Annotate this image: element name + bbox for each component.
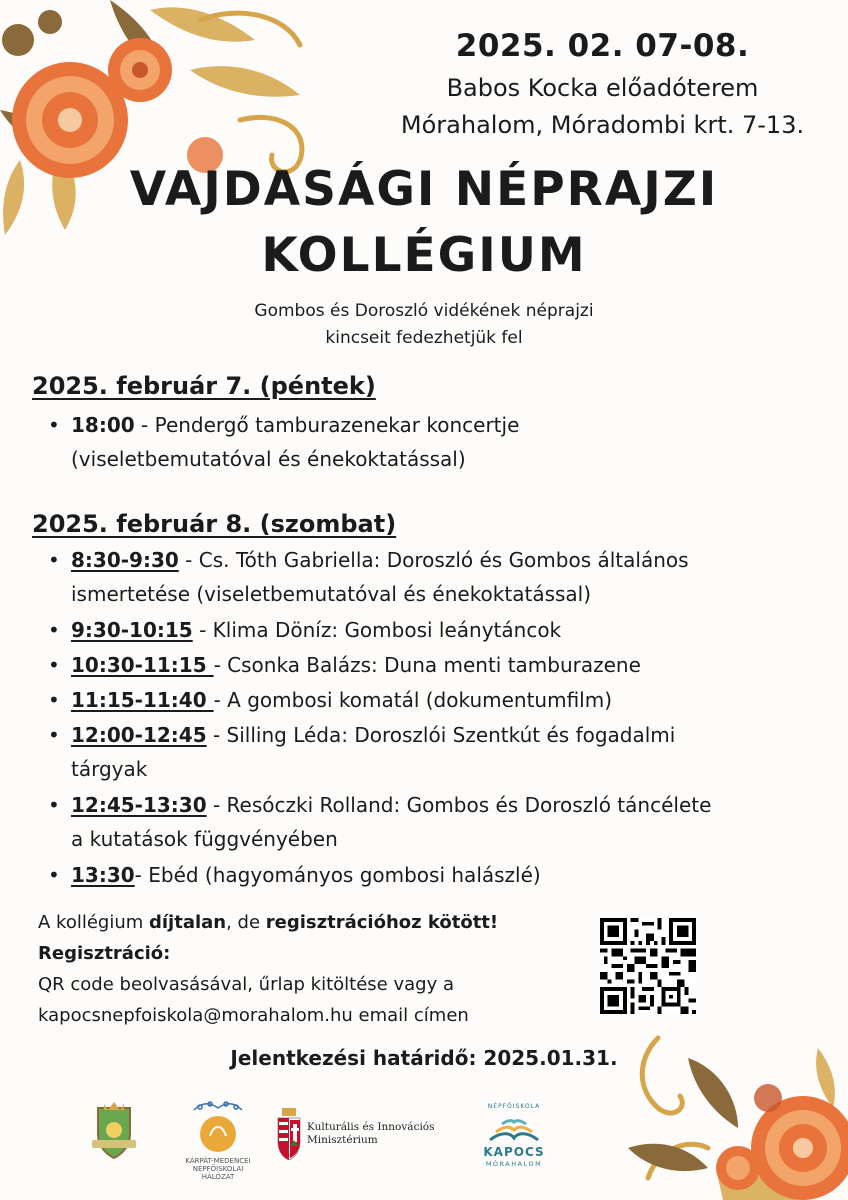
subtitle [0,298,848,352]
venue-name: Babos Kocka előadóterem [446,74,759,102]
ministry-line2: Minisztérium [307,1134,378,1146]
registration-label-text: Regisztráció: [38,943,171,964]
event-description-cont: ismertetése (viseletbemutatóval és énekoktatással) [71,582,592,606]
network-label-line2: NÉPFŐISKOLAI HÁLÓZAT [192,1165,244,1181]
list-item [48,613,828,647]
network-logo-icon [186,1100,250,1156]
page-title-line1: VAJDASÁGI NÉPRAJZI [129,162,719,217]
list-item [48,648,828,682]
page-title-line2: KOLLÉGIUM [261,228,587,283]
bullet-icon: • [48,688,60,712]
event-description: - Resóczki Rolland: Gombos és Doroszló táncélete [206,793,712,817]
registration-text: , de [226,912,266,933]
crest-logo-icon [92,1100,136,1160]
venue-address: Mórahalom, Móradombi krt. 7-13. [400,111,805,139]
kapocs-arc-text: NÉPFŐISKOLA [487,1103,541,1110]
free-label: díjtalan [149,912,227,933]
list-item [48,543,828,611]
bullet-icon: • [48,863,60,887]
bullet-icon: • [48,793,60,817]
bullet-icon: • [48,548,60,572]
open-book-icon [486,1112,542,1144]
subtitle-line1: Gombos és Doroszló vidékének néprajzi [254,301,594,321]
event-description: - Cs. Tóth Gabriella: Doroszló és Gombos általános [178,548,689,572]
registration-email[interactable]: kapocsnepfoiskola@morahalom.hu email címen [38,1005,469,1026]
day-heading-friday: 2025. február 7. (péntek) [32,372,376,400]
event-time: 12:00-12:45 [71,723,207,747]
event-description-cont: a kutatások függvényében [71,827,338,851]
event-description: - Ebéd (hagyományos gombosi halászlé) [134,863,541,887]
registration-text: A kollégium [38,912,149,933]
network-logo-label [178,1157,258,1181]
list-item [48,788,828,856]
event-description: - A gombosi komatál (dokumentumfilm) [213,688,613,712]
ministry-line1: Kulturális és Innovációs [307,1121,435,1133]
hungary-coat-of-arms-icon [276,1108,302,1160]
registration-deadline: Jelentkezési határidő: 2025.01.31. [230,1046,618,1070]
kapocs-logo-subtitle: MÓRAHALOM [485,1160,543,1168]
event-description: - Silling Léda: Doroszlói Szentkút és fogadalmi [206,723,676,747]
event-time: 9:30-10:15 [71,618,193,642]
folk-flower-ornament-icon [628,1028,848,1200]
event-description: - Csonka Balázs: Duna menti tamburazene [213,653,641,677]
event-description-cont: tárgyak [71,757,148,781]
kapocs-logo-name: KAPOCS [483,1145,545,1159]
event-description: - Klima Döníz: Gombosi leánytáncok [192,618,562,642]
event-time: 10:30-11:15 [71,653,214,677]
bullet-icon: • [48,618,60,642]
event-time: 12:45-13:30 [71,793,207,817]
network-label-line1: KÁRPÁT-MEDENCEI [185,1157,251,1165]
day-heading-saturday: 2025. február 8. (szombat) [32,510,397,538]
event-time: 18:00 [71,413,135,437]
registration-label [38,938,598,969]
required-label: regisztrációhoz kötött! [265,912,499,933]
bullet-icon: • [48,723,60,747]
list-item [48,683,828,717]
registration-info [38,907,598,1031]
event-description-cont: (viseletbemutatóval és énekoktatással) [71,447,466,471]
list-item [48,858,828,892]
list-item [48,718,828,786]
list-item [48,408,828,476]
registration-line1: QR code beolvasásával, űrlap kitöltése vagy a [38,974,454,995]
ministry-name [307,1121,435,1147]
event-description: - Pendergő tamburazenekar koncertje [134,413,520,437]
event-time: 8:30-9:30 [71,548,179,572]
event-time: 11:15-11:40 [71,688,214,712]
bullet-icon: • [48,413,60,437]
qr-code-icon[interactable] [600,918,696,1014]
bullet-icon: • [48,653,60,677]
event-time: 13:30 [71,863,135,887]
event-dates: 2025. 02. 07-08. [455,28,750,64]
subtitle-line2: kincseit fedezhetjük fel [325,328,523,348]
registration-note [38,907,598,938]
